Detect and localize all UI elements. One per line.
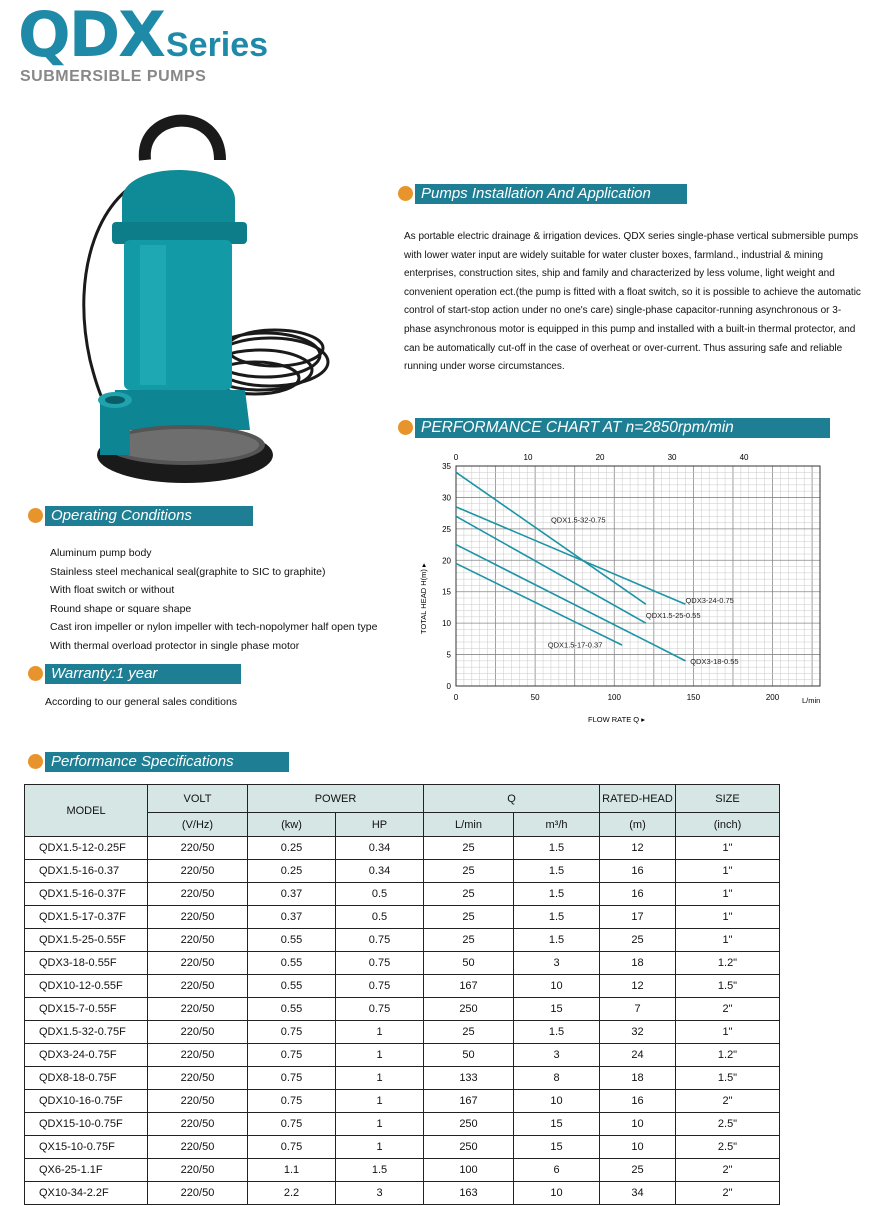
table-cell: 100 (424, 1159, 514, 1182)
installation-heading (398, 184, 698, 204)
table-cell: 220/50 (148, 906, 248, 929)
series-label: QDX1.5-17-0.37 (547, 640, 603, 650)
table-cell: 220/50 (148, 975, 248, 998)
table-cell: 2.2 (248, 1182, 336, 1205)
table-cell: 17 (600, 906, 676, 929)
installation-title: Pumps Installation And Application (415, 184, 687, 204)
table-cell: 50 (424, 952, 514, 975)
operating-heading (28, 506, 268, 526)
table-cell: 6 (514, 1159, 600, 1182)
table-cell: 1" (676, 860, 780, 883)
table-cell: 1 (336, 1136, 424, 1159)
table-row (25, 1136, 780, 1159)
table-cell: 220/50 (148, 998, 248, 1021)
col-q: Q (424, 785, 600, 813)
table-cell: 163 (424, 1182, 514, 1205)
table-cell: 2" (676, 1182, 780, 1205)
y-tick-label: 10 (442, 619, 451, 629)
brand-logo (18, 0, 269, 71)
table-cell: 220/50 (148, 860, 248, 883)
table-cell: QDX3-18-0.55F (25, 952, 148, 975)
x-tick-label: 0 (453, 693, 459, 702)
table-cell: 0.55 (248, 975, 336, 998)
table-row (25, 1113, 780, 1136)
table-cell: QX10-34-2.2F (25, 1182, 148, 1205)
table-cell: 32 (600, 1021, 676, 1044)
table-cell: 24 (600, 1044, 676, 1067)
table-cell: 220/50 (148, 1113, 248, 1136)
table-cell: 1 (336, 1113, 424, 1136)
table-cell: 1 (336, 1021, 424, 1044)
table-row (25, 906, 780, 929)
pump-handle (145, 121, 220, 160)
x-tick-label: 200 (765, 693, 780, 702)
table-cell: 220/50 (148, 929, 248, 952)
y-tick-label: 25 (442, 524, 451, 534)
operating-title: Operating Conditions (45, 506, 253, 526)
chart-title: PERFORMANCE CHART AT n=2850rpm/min (415, 418, 830, 438)
bullet-dot-icon (398, 186, 413, 201)
table-cell: 2" (676, 998, 780, 1021)
col-size-unit: (inch) (676, 813, 780, 837)
warranty-text: According to our general sales conditions (45, 696, 238, 708)
x-axis-label: FLOW RATE Q ▸ (588, 715, 645, 724)
table-row (25, 883, 780, 906)
table-cell: 18 (600, 952, 676, 975)
table-cell: 220/50 (148, 1067, 248, 1090)
col-model: MODEL (25, 785, 148, 837)
operating-list (50, 544, 377, 656)
table-cell: QDX3-24-0.75F (25, 1044, 148, 1067)
x-tick-label: 50 (530, 693, 540, 702)
table-cell: 3 (514, 1044, 600, 1067)
table-cell: 25 (424, 1021, 514, 1044)
table-cell: QDX1.5-16-0.37 (25, 860, 148, 883)
table-cell: 2.5" (676, 1136, 780, 1159)
table-row (25, 1159, 780, 1182)
table-row (25, 929, 780, 952)
brand-name: QDX (18, 0, 164, 71)
table-cell: 16 (600, 883, 676, 906)
specs-title: Performance Specifications (45, 752, 289, 772)
table-row (25, 975, 780, 998)
chart-grid (456, 466, 820, 686)
table-cell: 167 (424, 975, 514, 998)
list-item: With thermal overload protector in single phase motor (50, 639, 300, 652)
table-row (25, 860, 780, 883)
table-cell: 250 (424, 1136, 514, 1159)
table-row (25, 1044, 780, 1067)
table-cell: 15 (514, 1113, 600, 1136)
table-cell: 8 (514, 1067, 600, 1090)
table-cell: 1 (336, 1044, 424, 1067)
table-row (25, 1090, 780, 1113)
table-cell: 25 (424, 837, 514, 860)
y-tick-label: 15 (442, 587, 451, 597)
table-cell: 1" (676, 883, 780, 906)
table-cell: 25 (600, 929, 676, 952)
table-cell: 0.37 (248, 883, 336, 906)
table-cell: 0.75 (248, 1136, 336, 1159)
table-cell: QDX1.5-12-0.25F (25, 837, 148, 860)
table-cell: 1.2" (676, 1044, 780, 1067)
table-cell: 1.5 (514, 860, 600, 883)
table-cell: 0.75 (336, 998, 424, 1021)
warranty-title: Warranty:1 year (45, 664, 241, 684)
table-cell: 10 (514, 1090, 600, 1113)
table-cell: QX6-25-1.1F (25, 1159, 148, 1182)
table-cell: 1.5" (676, 1067, 780, 1090)
brand-subtitle: SUBMERSIBLE PUMPS (20, 68, 207, 85)
table-cell: 133 (424, 1067, 514, 1090)
table-cell: 25 (600, 1159, 676, 1182)
list-item: Cast iron impeller or nylon impeller with tech-nopolymer half open type (50, 621, 378, 634)
table-cell: 1" (676, 1021, 780, 1044)
table-row (25, 1182, 780, 1205)
table-cell: 10 (600, 1136, 676, 1159)
table-cell: 2" (676, 1090, 780, 1113)
table-cell: 1" (676, 929, 780, 952)
spec-table (24, 784, 780, 1205)
table-cell: 1.5 (514, 837, 600, 860)
col-head: RATED-HEAD (600, 785, 676, 813)
table-cell: 0.75 (248, 1090, 336, 1113)
performance-chart (410, 444, 850, 734)
table-cell: 220/50 (148, 1090, 248, 1113)
col-volt-unit: (V/Hz) (148, 813, 248, 837)
table-cell: 167 (424, 1090, 514, 1113)
table-cell: 220/50 (148, 1044, 248, 1067)
table-cell: 1.1 (248, 1159, 336, 1182)
y-tick-label: 0 (446, 682, 451, 691)
table-cell: QDX10-12-0.55F (25, 975, 148, 998)
brand-series: Series (165, 26, 269, 64)
y-axis-label: TOTAL HEAD H(m) ▸ (419, 563, 428, 634)
pump-outlet (100, 400, 130, 455)
table-cell: 25 (424, 860, 514, 883)
col-hp: HP (336, 813, 424, 837)
y-tick-label: 20 (442, 556, 451, 566)
x-top-tick-label: 40 (739, 453, 749, 462)
table-cell: 1 (336, 1090, 424, 1113)
table-cell: QX15-10-0.75F (25, 1136, 148, 1159)
list-item: Round shape or square shape (50, 602, 192, 615)
table-cell: QDX1.5-16-0.37F (25, 883, 148, 906)
table-cell: 1.5" (676, 975, 780, 998)
table-cell: 25 (424, 929, 514, 952)
warranty-heading (28, 664, 258, 684)
x-top-tick-label: 30 (667, 453, 677, 462)
x-top-tick-label: 0 (453, 453, 459, 462)
chart-heading (398, 418, 838, 438)
table-cell: QDX15-7-0.55F (25, 998, 148, 1021)
y-tick-label: 5 (446, 650, 451, 660)
table-cell: 220/50 (148, 952, 248, 975)
bullet-dot-icon (398, 420, 413, 435)
spec-table-body (25, 837, 780, 1205)
table-cell: 3 (336, 1182, 424, 1205)
table-cell: 1" (676, 837, 780, 860)
table-cell: 0.25 (248, 860, 336, 883)
table-cell: 18 (600, 1067, 676, 1090)
table-row (25, 998, 780, 1021)
list-item: With float switch or without (50, 584, 175, 597)
specs-heading (28, 752, 298, 772)
table-cell: 0.75 (248, 1044, 336, 1067)
table-cell: 0.55 (248, 929, 336, 952)
chart-axes (442, 453, 820, 702)
table-row (25, 1021, 780, 1044)
list-item: Aluminum pump body (50, 547, 152, 559)
table-cell: 0.75 (336, 952, 424, 975)
table-cell: QDX1.5-32-0.75F (25, 1021, 148, 1044)
y-tick-label: 35 (442, 462, 451, 471)
table-cell: QDX1.5-25-0.55F (25, 929, 148, 952)
table-cell: 1.5 (514, 906, 600, 929)
table-cell: 0.75 (248, 1021, 336, 1044)
table-cell: 1.2" (676, 952, 780, 975)
table-cell: 50 (424, 1044, 514, 1067)
table-cell: 16 (600, 860, 676, 883)
list-item: Stainless steel mechanical seal(graphite to SIC to graphite) (50, 565, 326, 578)
table-cell: 3 (514, 952, 600, 975)
table-cell: 0.34 (336, 860, 424, 883)
x-top-tick-label: 20 (595, 453, 605, 462)
table-cell: 220/50 (148, 1159, 248, 1182)
table-cell: QDX15-10-0.75F (25, 1113, 148, 1136)
table-cell: 0.37 (248, 906, 336, 929)
table-cell: 10 (600, 1113, 676, 1136)
table-cell: 250 (424, 1113, 514, 1136)
table-cell: 0.75 (248, 1113, 336, 1136)
table-cell: 7 (600, 998, 676, 1021)
series-label: QDX1.5-25-0.55 (645, 611, 701, 621)
table-cell: 0.75 (248, 1067, 336, 1090)
table-cell: 15 (514, 1136, 600, 1159)
bullet-dot-icon (28, 666, 43, 681)
col-lmin: L/min (424, 813, 514, 837)
col-head-unit: (m) (600, 813, 676, 837)
y-tick-label: 30 (442, 493, 451, 503)
table-cell: 25 (424, 883, 514, 906)
table-cell: 12 (600, 837, 676, 860)
table-row (25, 1067, 780, 1090)
table-row (25, 952, 780, 975)
table-cell: 2.5" (676, 1113, 780, 1136)
table-cell: QDX10-16-0.75F (25, 1090, 148, 1113)
table-cell: 0.75 (336, 929, 424, 952)
x-axis-unit: L/min (802, 696, 821, 705)
x-tick-label: 100 (607, 693, 621, 702)
table-cell: QDX1.5-17-0.37F (25, 906, 148, 929)
table-cell: 12 (600, 975, 676, 998)
col-kw: (kw) (248, 813, 336, 837)
table-cell: 220/50 (148, 1182, 248, 1205)
table-cell: 0.55 (248, 952, 336, 975)
series-label: QDX3-24-0.75 (685, 596, 734, 606)
series-label: QDX1.5-32-0.75 (550, 515, 606, 525)
col-size: SIZE (676, 785, 780, 813)
table-cell: 10 (514, 1182, 600, 1205)
series-label: QDX3-18-0.55 (690, 657, 739, 666)
table-cell: 0.5 (336, 883, 424, 906)
table-cell: 220/50 (148, 1136, 248, 1159)
bullet-dot-icon (28, 754, 43, 769)
col-m3h: m³/h (514, 813, 600, 837)
table-cell: 0.34 (336, 837, 424, 860)
table-cell: 1.5 (514, 883, 600, 906)
table-cell: 220/50 (148, 1021, 248, 1044)
col-volt: VOLT (148, 785, 248, 813)
x-top-tick-label: 10 (523, 453, 533, 462)
table-cell: 0.55 (248, 998, 336, 1021)
table-cell: 1.5 (336, 1159, 424, 1182)
table-cell: 0.5 (336, 906, 424, 929)
table-cell: 250 (424, 998, 514, 1021)
table-cell: 220/50 (148, 883, 248, 906)
table-cell: 34 (600, 1182, 676, 1205)
pump-top (122, 170, 235, 230)
table-cell: 25 (424, 906, 514, 929)
table-cell: 16 (600, 1090, 676, 1113)
chart-labels (548, 516, 739, 666)
x-tick-label: 150 (686, 693, 701, 702)
table-cell: 15 (514, 998, 600, 1021)
table-cell: 10 (514, 975, 600, 998)
table-cell: 1.5 (514, 1021, 600, 1044)
table-cell: QDX8-18-0.75F (25, 1067, 148, 1090)
table-cell: 1.5 (514, 929, 600, 952)
pump-image (60, 100, 330, 500)
col-power: POWER (248, 785, 424, 813)
installation-text: As portable electric drainage & irrigation devices. QDX series single-phase vertical submersible pumps with lower water input are widely suitable for water cluster boxes, farmland., industrial & mining enterprises, construction sites, ship and family and characterized by less volume, light weight and convenient operation ect.(the pump is fitted with a float switch, so it is possible to achieve the automatic control of start-stop action under no one's care) single-phase capacitor-running asynchronous or 3-phase asynchronous motor is equipped in this pump and installed with a built-in thermal protector, and can be automatically cut-off in the case of overheat or over-current. Thus assuring safe and reliable running under worse circumstances. (404, 231, 861, 373)
table-cell: 2" (676, 1159, 780, 1182)
table-cell: 220/50 (148, 837, 248, 860)
table-cell: 1" (676, 906, 780, 929)
table-cell: 0.25 (248, 837, 336, 860)
table-row (25, 837, 780, 860)
table-cell: 0.75 (336, 975, 424, 998)
bullet-dot-icon (28, 508, 43, 523)
table-cell: 1 (336, 1067, 424, 1090)
